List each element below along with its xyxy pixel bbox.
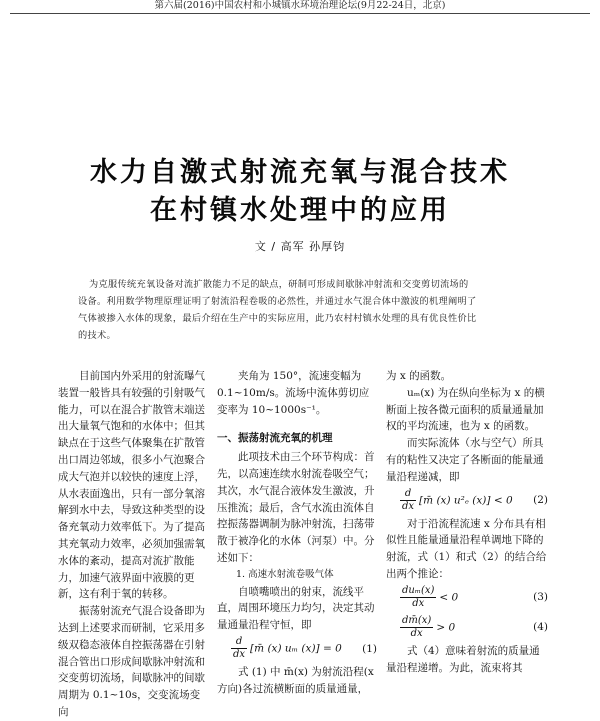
body-paragraph: uₘ(x) 为在纵向坐标为 x 的横断面上按各微元面积的质量通量加权的平均流速，也为 x 的函数。 [386,386,545,433]
title-line-2: 在村镇水处理中的应用 [150,195,450,226]
abstract-line: 为克服传统充氧设备对流扩散能力不足的缺点，研制可形成间歇脉冲射流和交变剪切流场的 [89,279,469,290]
abstract-line: 设备。利用数学物理原理证明了射流沿程卷吸的必然性，并通过水气混合体中激波的机理阐明了 [78,296,477,307]
equation-body: > 0 [436,621,456,634]
equation-3 [386,583,548,613]
equation-4 [386,613,548,643]
body-paragraph: 为 x 的函数。 [386,370,452,382]
header-divider [10,13,590,14]
body-paragraph: 此项技术由三个环节构成：首先，以高速连续水射流卷吸空气；其次，水气混合液体发生激波，升压推流；最后，含气水流由流体自控振荡器调制为脉冲射流，扫荡带散于被净化的水体（河泵）中。分述如下： [217,451,375,564]
abstract-line: 气体被掺入水体的现象，最后介绍在生产中的实际应用，此乃农村村镇水处理的具有优良性价比 [78,313,477,324]
abstract [78,276,544,344]
authors: 文 / 高军 孙厚钧 [254,240,346,253]
abstract-line: 的技术。 [78,330,116,341]
equation-body: [m̄ (x) u²ₑ (x)] < 0 [419,494,513,507]
body-paragraph: 自喷嘴喷出的射束，流线平直，周围环境压力均匀，决定其动量通量沿程守恒，即 [217,585,375,632]
equation-1 [217,634,377,664]
equation-number: (1) [362,642,377,655]
subsection-heading: 1. 高速水射流卷吸气体 [236,568,334,580]
body-paragraph: 而实际流体（水与空气）所具有的粘性又决定了各断面的能量通量沿程递减，即 [386,437,544,483]
equation-fraction: $\frac{d}{dx}$ [402,488,415,513]
equation-number: (2) [533,494,548,507]
body-paragraph: 式（4）意味着射流的质量通量沿程递增。为此，流束将其 [386,644,540,674]
column-1 [58,368,210,721]
running-header: 第六届(2016)中国农村和小城镇水环境治理论坛(9月22-24日，北京) [154,0,446,11]
equation-body: [m̄ (x) uₘ (x)] = 0 [250,642,342,655]
body-paragraph: 夹角为 150°，流速变幅为 0.1~10m/s。流场中流体剪切应变率为 10~1000s⁻¹。 [217,370,370,416]
body-paragraph: 振荡射流充气混合设备即为达到上述要求而研制，它采用多级双稳态液体自控振荡器在引射混合管出口形成间歇脉冲射流和交变剪切流场，间歇脉冲的间歇周期为 0.1~10s，交变流场变向 [58,605,205,718]
body-paragraph: 目前国内外采用的射流曝气装置一般皆具有较强的引射吸气能力，可以在混合扩散管末端送出大量氧气饱和的水体中；但其缺点在于这些气体聚集在扩散管出口周边邻域，很多小气泡聚合成大气泡并以较快的速度上浮，从水表面逸出，只有一部分氧溶解到水中去，导致这种类型的设备充氧动力效率低下。为了提高其充氧动力效率，必须加强需氧水体的紊动，提高对流扩散能力，加速气液界面中液膜的更新，这有利于氧的转移。 [58,370,205,601]
body-paragraph: 式 (1) 中 m̄(x) 为射流沿程(x方向)各过流横断面的质量通量， [217,665,374,695]
column-2 [217,368,377,698]
equation-body: < 0 [439,591,459,604]
equation-2 [386,486,548,516]
equation-fraction: $\frac{d}{dx}$ [233,636,246,661]
title-line-1: 水力自激式射流充氧与混合技术 [90,157,510,188]
equation-number: (3) [533,591,548,604]
body-paragraph: 对于沿流程流速 x 分布具有相似性且能量通量沿程单调地下降的射流，式（1）和式（2）的结合给出两个推论： [386,517,547,580]
column-3 [386,368,548,676]
equation-number: (4) [533,621,548,634]
equation-fraction: $\frac{\text{duₘ(x)}}{dx}$ [402,585,435,610]
equation-fraction: $\frac{dm̄(x)}{dx}$ [402,615,432,640]
section-heading: 一、振荡射流充氧的机理 [217,432,333,445]
